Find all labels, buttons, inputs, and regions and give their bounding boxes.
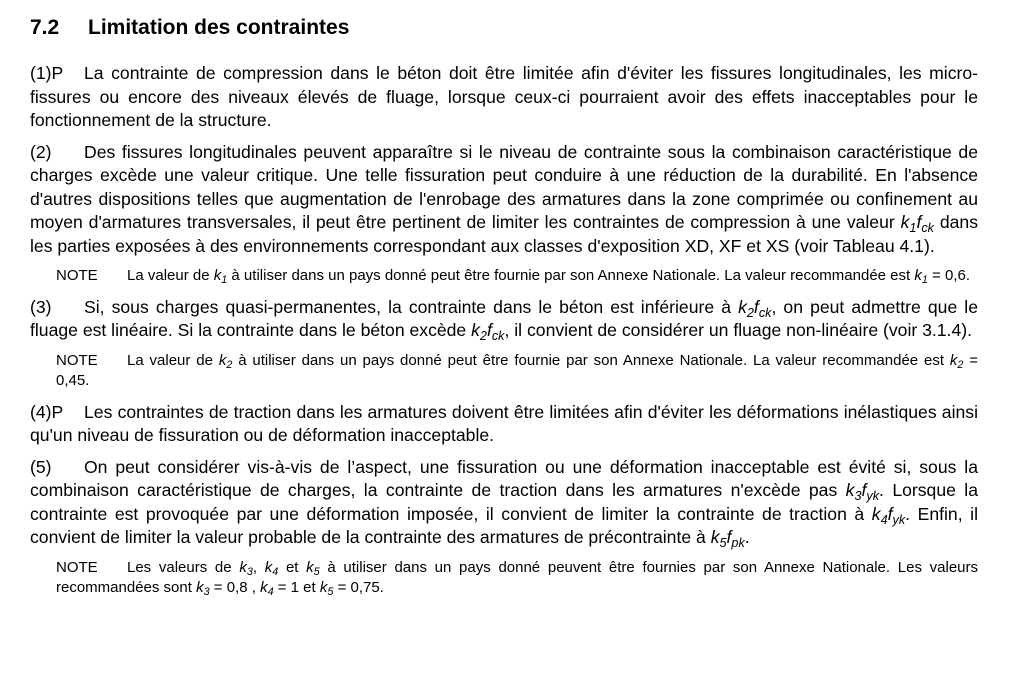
- section-title: Limitation des contraintes: [88, 16, 350, 39]
- note-label: NOTE: [56, 267, 98, 284]
- paragraph-5: [30, 456, 978, 550]
- paragraph-text: On peut considérer vis-à-vis de l’aspect, une fissuration ou une déformation inacceptable est évité si, sous la combinaison caractéristique de charges, la contrainte de traction dans les armatures n'excède pas: [30, 456, 978, 500]
- section-heading: [30, 14, 978, 42]
- note-value: = 0,6.: [932, 267, 970, 284]
- note-text: à utiliser dans un pays donné peut être fournie par son Annexe Nationale. La valeur recommandée est: [238, 351, 944, 369]
- formula-k3fyk: $k_3f_{yk}$: [845, 480, 880, 503]
- symbol-k4: $k_4$: [260, 579, 274, 599]
- symbol-k4: $k_4$: [264, 558, 279, 578]
- note-value: = 1 et: [277, 579, 316, 596]
- paragraph-text: Les contraintes de traction dans les armatures doivent être limitées afin d'éviter les déformations inélastiques ainsi qu'un niveau de fissuration ou de déformation inacceptable.: [30, 401, 978, 445]
- paragraph-tag: (2): [30, 141, 52, 162]
- note-2: [30, 351, 978, 392]
- symbol-k3: $k_3$: [196, 579, 210, 599]
- document-page: [30, 14, 978, 608]
- note-value: = 0,8 ,: [213, 579, 256, 596]
- note-value: = 0,75.: [337, 579, 384, 596]
- symbol-k5: $k_5$: [319, 579, 334, 599]
- paragraph-text: Si, sous charges quasi-permanentes, la contrainte dans le béton est inférieure à: [84, 296, 731, 317]
- note-text: La valeur de: [127, 267, 210, 284]
- paragraph-text: , il convient de considérer un fluage non-linéaire (voir 3.1.4).: [504, 320, 972, 340]
- paragraph-1: [30, 62, 978, 133]
- paragraph-tag: (4)P: [30, 401, 64, 422]
- paragraph-4: [30, 401, 978, 448]
- formula-k2fck: $k_2f_{ck}$: [471, 320, 505, 343]
- paragraph-text: .: [744, 527, 750, 547]
- section-number: 7.2: [30, 16, 60, 39]
- paragraph-text: Des fissures longitudinales peuvent apparaître si le niveau de contrainte sous la combinaison caractéristique de charges excède une valeur critique. Une telle fissuration peut conduire à une réduction de la durabilité. En l'absence d'autres dispositions telles que augmentation de l'enrobage des armatures dans la zone comprimée ou confinement au moyen d'armatures transversales, il peut être pertinent de limiter les contraintes de compression à une valeur: [30, 141, 978, 232]
- note-3: NOTE Les valeurs de $k_3$, $k_4$ et $k_5$ à utiliser dans un pays donné peuvent être fournies par son Annexe Nationale. Les valeurs recommandées sont $k_3 = 0,8$ , $k_4 = 1$ et $k_5 = 0,75$.: [56, 558, 979, 599]
- note-value: = 0,45.: [56, 351, 978, 389]
- formula-k2fck: $k_2f_{ck}$: [738, 296, 772, 320]
- paragraph-tag: (1)P: [30, 63, 64, 83]
- note-text: à utiliser dans un pays donné peut être fournie par son Annexe Nationale. La valeur recommandée est: [231, 267, 911, 284]
- paragraph-tag: (3): [30, 296, 52, 317]
- note-text: Les valeurs de: [127, 558, 232, 576]
- paragraph-text: . Lorsque la contrainte est provoquée par une déformation imposée, il convient de limiter la contrainte de traction à: [30, 480, 978, 524]
- note-1: [30, 266, 978, 287]
- note-label: NOTE: [56, 351, 98, 369]
- symbol-k1: $k_1$: [213, 267, 228, 287]
- symbol-k2: $k_2$: [218, 351, 233, 371]
- symbol-k2: $k_2$: [949, 351, 964, 371]
- formula-k1fck: $k_1f_{ck}$: [900, 212, 934, 235]
- note-label: NOTE: [56, 558, 98, 576]
- symbol-k1: $k_1$: [914, 267, 928, 287]
- paragraph-text: La contrainte de compression dans le béton doit être limitée afin d'éviter les fissures longitudinales, les micro-fissures ou encore des niveaux élevés de fluage, lorsque ceux-ci pourraient avoir des effets inacceptables pour le fonctionnement de la structure.: [30, 63, 978, 130]
- paragraph-text: . Enfin, il convient de limiter la valeur probable de la contrainte des armatures de précontrainte à: [30, 503, 978, 547]
- paragraph-3: [30, 296, 978, 343]
- paragraph-2: [30, 141, 978, 259]
- symbol-k5: $k_5$: [306, 558, 320, 578]
- formula-k5fpk: $k_5f_{pk}$: [710, 527, 745, 550]
- note-text: à utiliser dans un pays donné peuvent être fournies par son Annexe Nationale. Les valeurs recommandées sont: [56, 558, 979, 596]
- symbol-k3: $k_3$: [239, 558, 253, 578]
- paragraph-text: , on peut admettre que le fluage est linéaire. Si la contrainte dans le béton excède: [30, 296, 978, 340]
- formula-k4fyk: $k_4f_{yk}$: [871, 503, 906, 527]
- paragraph-text: dans les parties exposées à des environnements correspondant aux classes d'exposition XD, XF et XS (voir Tableau 4.1).: [30, 212, 978, 256]
- paragraph-tag: (5): [30, 456, 52, 477]
- note-text: La valeur de: [127, 351, 213, 369]
